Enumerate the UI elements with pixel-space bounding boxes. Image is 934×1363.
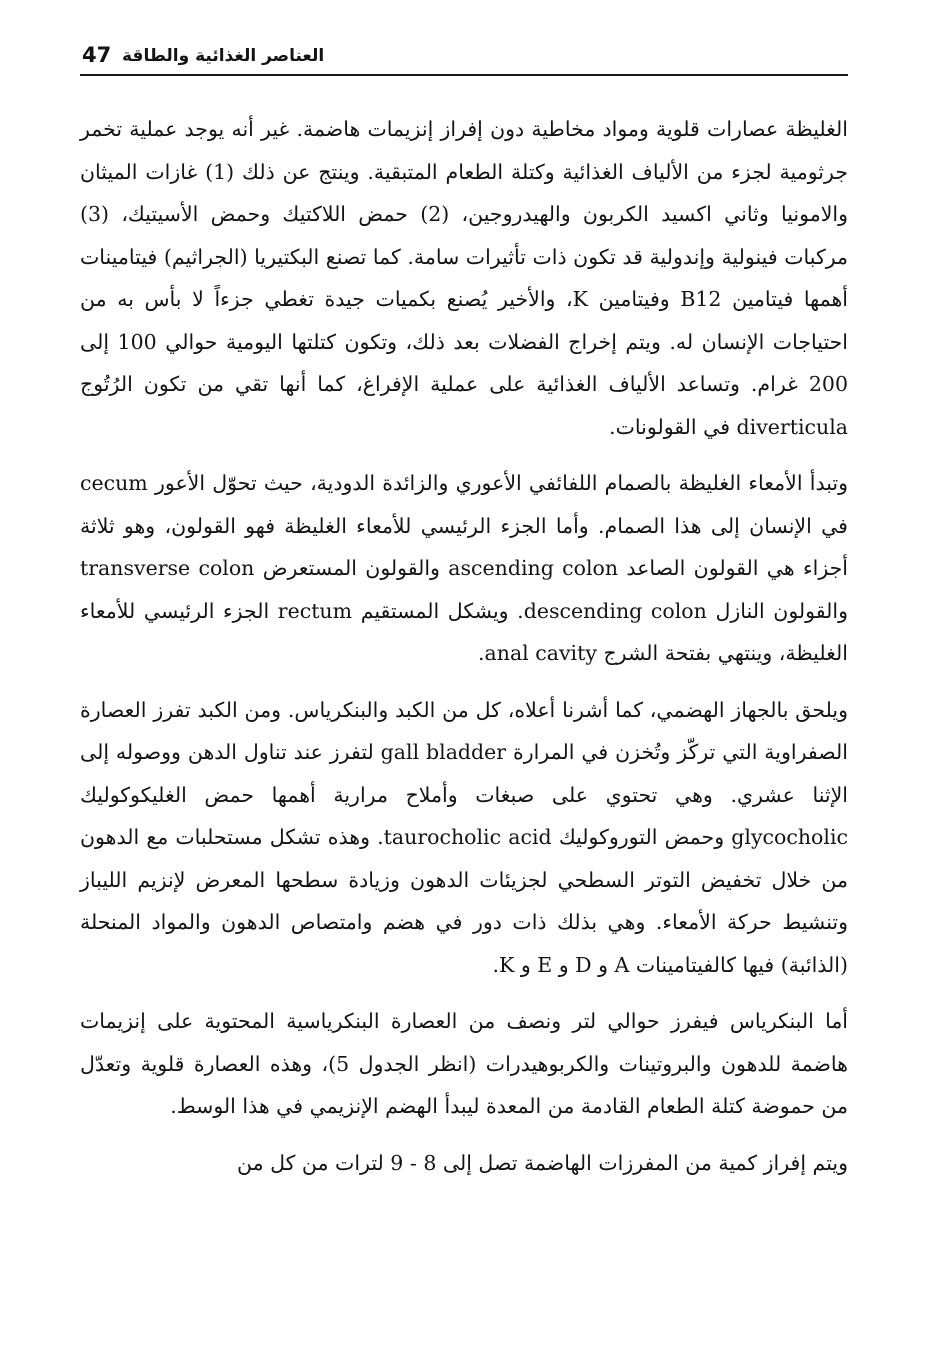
page-number: 47 (82, 43, 112, 67)
paragraph: الغليظة عصارات قلوية ومواد مخاطية دون إفراز إنزيمات هاضمة. غير أنه يوجد عملية تخمر جرثومية لجزء من الألياف الغذائية وكتلة الطعام المتبقية. وينتج عن ذلك (1) غازات الميثان والامونيا وثاني اكسيد الكربون والهيدروجين، (2) حمض اللاكتيك وحمض الأسيتيك، (3) مركبات فينولية وإندولية قد تكون ذات تأثيرات سامة. كما تصنع البكتيريا (الجراثيم) فيتامينات أهمها فيتامين B12 وفيتامين K، والأخير يُصنع بكميات جيدة تغطي جزءاً لا بأس به من احتياجات الإنسان له. ويتم إخراج الفضلات بعد ذلك، وتكون كتلتها اليومية حوالي 100 إلى 200 غرام. وتساعد الألياف الغذائية على عملية الإفراغ، كما أنها تقي من تكون الرُتُوج diverticula في القولونات. (80, 117, 848, 439)
page-header (80, 40, 848, 76)
paragraph: ويتم إفراز كمية من المفرزات الهاضمة تصل إلى 8 - 9 لترات من كل من (237, 1150, 848, 1175)
paragraph: أما البنكرياس فيفرز حوالي لتر ونصف من العصارة البنكرياسية المحتوية على إنزيمات هاضمة للدهون والبروتينات والكربوهيدرات (انظر الجدول 5)، وهذه العصارة قلوية وتعدّل من حموضة كتلة الطعام القادمة من المعدة ليبدأ الهضم الإنزيمي في هذا الوسط. (80, 1009, 848, 1118)
paragraph: وتبدأ الأمعاء الغليظة بالصمام اللفائفي الأعوري والزائدة الدودية، حيث تحوّل الأعور cecum في الإنسان إلى هذا الصمام. وأما الجزء الرئيسي للأمعاء الغليظة فهو القولون، وهو ثلاثة أجزاء هي القولون الصاعد ascending colon والقولون المستعرض transverse colon والقولون النازل descending colon. ويشكل المستقيم rectum الجزء الرئيسي للأمعاء الغليظة، وينتهي بفتحة الشرج anal cavity. (80, 471, 849, 665)
paragraph: ويلحق بالجهاز الهضمي، كما أشرنا أعلاه، كل من الكبد والبنكرياس. ومن الكبد تفرز العصارة الصفراوية التي تركّز وتُخزن في المرارة gall bladder لتفرز عند تناول الدهن ووصوله إلى الإثنا عشري. وهي تحتوي على صبغات وأملاح مرارية أهمها حمض الغليكوكوليك glycocholic وحمض التوروكوليك taurocholic acid. وهذه تشكل مستحلبات مع الدهون من خلال تخفيض التوتر السطحي لجزيئات الدهون وزيادة سطحها المعرض لإنزيم الليباز وتنشيط حركة الأمعاء. وهي بذلك ذات دور في هضم وامتصاص الدهون والمواد المنحلة (الذائبة) فيها كالفيتامينات A و D و E و K. (80, 697, 848, 977)
body-text (80, 108, 848, 1184)
running-title: العناصر الغذائية والطاقة (122, 46, 325, 66)
